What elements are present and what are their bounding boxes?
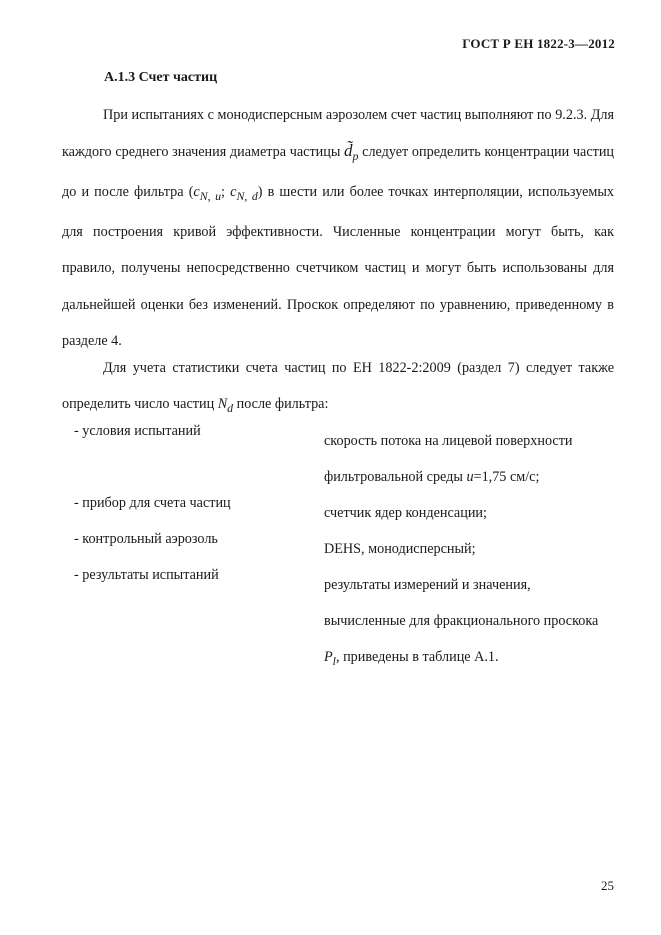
- param-row-aerosol: [74, 531, 614, 567]
- param-value: [324, 567, 614, 679]
- param-key: - условия испытаний: [74, 423, 201, 439]
- page-number: 25: [601, 878, 614, 893]
- particle-diameter-subscript: p: [352, 149, 359, 164]
- concentration-upstream-symbol: c: [193, 184, 200, 201]
- param-value: [324, 423, 614, 495]
- param-value: DEHS, монодисперсный;: [324, 541, 476, 557]
- param-key: - контрольный аэрозоль: [74, 531, 218, 547]
- particle-count-symbol: N: [217, 396, 228, 413]
- concentration-downstream-subscript: N, d: [236, 189, 258, 204]
- particle-diameter-symbol: d̃: [344, 141, 353, 161]
- param-row-counter: [74, 495, 614, 531]
- param-value-text-end: =1,75 см/с;: [473, 469, 540, 485]
- paragraph2-text-2: после фильтра:: [233, 396, 329, 413]
- param-row-results: [74, 567, 614, 679]
- param-value: счетчик ядер конденсации;: [324, 505, 487, 521]
- penetration-subscript: l: [332, 653, 336, 668]
- paragraph1-text-1: При испытаниях с монодисперсным аэрозолем счет частиц выполняют по 9.2.3. Для каждого среднего значения диаметра частицы: [62, 107, 614, 161]
- paragraph-particle-counting: [62, 97, 614, 359]
- paragraph2-text-1: Для учета статистики счета частиц по ЕН 1822-2:2009 (раздел 7) следует также определить число частиц: [62, 360, 614, 413]
- document-code-header: ГОСТ Р ЕН 1822-3—2012: [462, 36, 615, 51]
- param-value-text: результаты измерений и значения, вычисленные для фракционального проскока: [324, 577, 599, 629]
- separator: ;: [221, 184, 231, 201]
- param-value-text-end: , приведены в таблице А.1.: [335, 649, 499, 665]
- concentration-upstream-subscript: N, u: [199, 189, 222, 204]
- section-title: А.1.3 Счет частиц: [104, 70, 218, 85]
- param-key: - результаты испытаний: [74, 567, 219, 583]
- velocity-symbol: u: [466, 469, 474, 485]
- particle-count-subscript: d: [227, 401, 234, 416]
- param-key: - прибор для счета частиц: [74, 495, 231, 511]
- paragraph1-text-3: ) в шести или более точках интерполяции, используемых для построения кривой эффективности. Численные концентрации могут быть, как правило, получены непосредственно счетчиком частиц и могут быть использованы для дальнейшей оценки без изменений. Проскок определяют по уравнению, приведенному в разделе 4.: [62, 184, 615, 349]
- penetration-symbol: P: [324, 649, 333, 665]
- concentration-downstream-symbol: c: [230, 184, 237, 201]
- paragraph-statistics: [62, 350, 614, 426]
- test-parameters-list: [74, 423, 614, 679]
- param-row-test-conditions: [74, 423, 614, 495]
- param-value-text: скорость потока на лицевой поверхности фильтровальной среды: [324, 433, 573, 485]
- paragraph1-text-2: следует определить концентрации частиц до и после фильтра (: [62, 144, 615, 201]
